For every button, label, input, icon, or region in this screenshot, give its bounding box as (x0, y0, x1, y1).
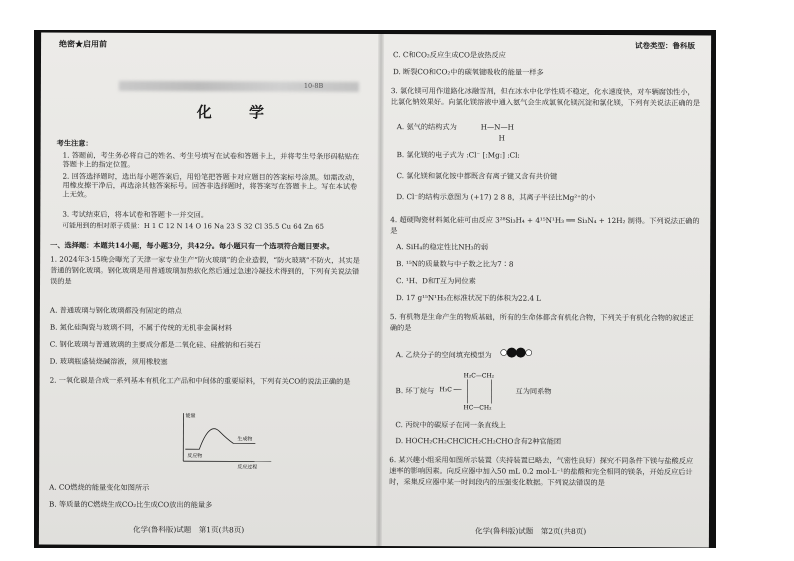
atomic-mass-line: 可能用到的相对原子质量：H 1 C 12 N 14 O 16 Na 23 S 32 Cl 35.5 Cu 64 Zn 65 (62, 221, 324, 231)
q4-stem: 4. 超硬陶瓷材料氮化硅可由反应 3²⁸Si₃H₄ + 4¹⁵N¹H₃ ══ Si₃N₄ + 12H₂ 制得。下列说法正确的是 (390, 215, 700, 236)
exam-sheet (39, 33, 711, 548)
q5-option-a: A. 乙炔分子的空间填充模型为 (395, 350, 492, 360)
svg-text:H₂C—CH₂: H₂C—CH₂ (463, 372, 495, 380)
exam-type: 试卷类型：鲁科版 (635, 41, 696, 51)
ammonia-h-bottom: H (498, 133, 505, 143)
notice-item-1: 1. 答题前，考生务必将自己的姓名、考生号填写在试卷和答题卡上，并将考生号条形码粘贴在答题卡上的指定位置。 (62, 150, 360, 169)
notice-heading: 考生注意： (56, 138, 93, 148)
q3-option-c: C. 氯化镁和氯化铵中都既含有离子键又含有共价键 (396, 171, 558, 181)
q3-option-b: B. 氯化镁的电子式为 :Cl⁻ [:Mg:] :Cl: (396, 150, 520, 160)
q5-option-c: C. 丙烷中的碳原子在同一条直线上 (395, 420, 506, 430)
q3-option-a: A. 氨气的结构式为 (396, 122, 457, 132)
q2-option-d: D. 断裂CO和CO₂中的碳氧键吸收的能量一样多 (392, 67, 544, 77)
page-title: 化 学 (196, 103, 281, 122)
chart-xlabel: 反应过程 (237, 464, 258, 470)
left-page (47, 33, 377, 546)
secret-label: 绝密★启用前 (59, 38, 108, 49)
methylcyclobutane-structure (437, 367, 517, 411)
q2-option-c: C. C和CO₂反应生成CO是放热反应 (393, 50, 506, 60)
right-page (385, 34, 705, 547)
q6-stem: 6. 某兴趣小组采用如图所示装置（夹持装置已略去，气密性良好）探究不同条件下镁与盐酸反应速率的影响因素。向反应器中加入50 mL 0.2 mol·L⁻¹的盐酸和完全相同的镁条，开始反应后计时，采集反应器中某一时间段内的压强变化数据。下列说法错误的是 (389, 455, 694, 488)
q1-option-a: A. 普通玻璃与钢化玻璃都没有固定的熔点 (49, 305, 182, 316)
q4-option-d: D. 17 g¹⁵N¹H₃在标准状况下的体积为22.4 L (395, 293, 542, 303)
chart-reactant-label: 反应物 (187, 453, 203, 460)
acetylene-model-icon (498, 347, 538, 359)
energy-diagram (175, 409, 275, 469)
q5-option-b: B. 环丁烷与 (395, 386, 435, 396)
page-fold (376, 34, 384, 546)
q1-option-b: B. 氮化硅陶瓷与玻璃不同，不属于传统的无机非金属材料 (49, 322, 233, 333)
footer-right: 化学(鲁科版)试题 第2页(共8页) (474, 526, 587, 536)
q5-stem: 5. 有机物是生命产生的物质基础，所有的生命体都含有机化合物，下列关于有机化合物的叙述正确的是 (389, 312, 694, 333)
svg-text:H₃C: H₃C (439, 386, 452, 394)
q1-stem: 1. 2024年3·15晚会曝光了天津一家专业生产“防火玻璃”的企业造假，“防火玻璃”不防火，其实是普通的钢化玻璃。钢化玻璃是用普通玻璃加热软化然后通过急速冷凝技术得到的，下列有关说法错误的是 (50, 254, 360, 286)
exam-code: 10-8B (303, 81, 324, 90)
q2-stem: 2. 一氧化碳是合成一系列基本有机化工产品和中间体的重要原料，下列有关CO的说法正确的是 (49, 375, 351, 386)
chart-product-label: 生成物 (237, 436, 253, 443)
notice-item-2: 2. 回答选择题时，选出每小题答案后，用铅笔把答题卡对应题目的答案标号涂黑。如需改动，用橡皮擦干净后，再选涂其他答案标号。回答非选择题时，将答案写在答题卡上。写在本试卷上无效。 (62, 171, 360, 199)
chart-ylabel: 能量 (185, 413, 196, 420)
notice-item-3: 3. 考试结束后，将本试卷和答题卡一并交回。 (62, 209, 209, 220)
q4-option-a: A. SiH₄的稳定性比NH₃的弱 (396, 242, 489, 252)
q5-option-d: D. HOCH₂CH₂CHClCH₂CH₂CHO含有2种官能团 (395, 436, 562, 446)
section-heading: 一、选择题：本题共14小题，每小题3分，共42分。每小题只有一个选项符合题目要求。 (50, 240, 334, 251)
q4-option-b: B. ¹⁵N的质量数与中子数之比为7∶8 (396, 259, 514, 269)
q3-option-d: D. Cl⁻的结构示意图为 (+17) 2 8 8，其离子半径比Mg²⁺的小 (396, 192, 596, 202)
ammonia-structure: H—N—H (480, 122, 514, 132)
q5-option-b-tail: 互为同系物 (515, 386, 552, 396)
footer-left: 化学(鲁科版)试题 第1页(共8页) (132, 524, 245, 535)
q1-option-c: C. 钢化玻璃与普通玻璃的主要成分都是二氧化硅、硅酸钠和石英石 (49, 339, 261, 350)
q1-option-d: D. 玻璃瓶盛装烧碱溶液，须用橡胶塞 (49, 356, 168, 367)
q2-option-a: A. CO燃烧的能量变化如图所示 (49, 482, 150, 493)
q4-option-c: C. ¹H、D和T互为同位素 (396, 276, 476, 286)
q3-stem: 3. 氯化镁可用作道路化冰融雪剂，但在冰水中化学性质不稳定，化水速度快，对车辆腐蚀性小，比氯化钠效果好。向氯化镁溶液中通入氨气会生成氯氧化镁沉淀和氯化镁，下列有关说法正确的是 (390, 86, 700, 108)
q2-option-b: B. 等质量的C燃烧生成CO₂比生成CO放出的能量多 (49, 499, 213, 510)
svg-text:HC—CH₂: HC—CH₂ (463, 404, 492, 412)
